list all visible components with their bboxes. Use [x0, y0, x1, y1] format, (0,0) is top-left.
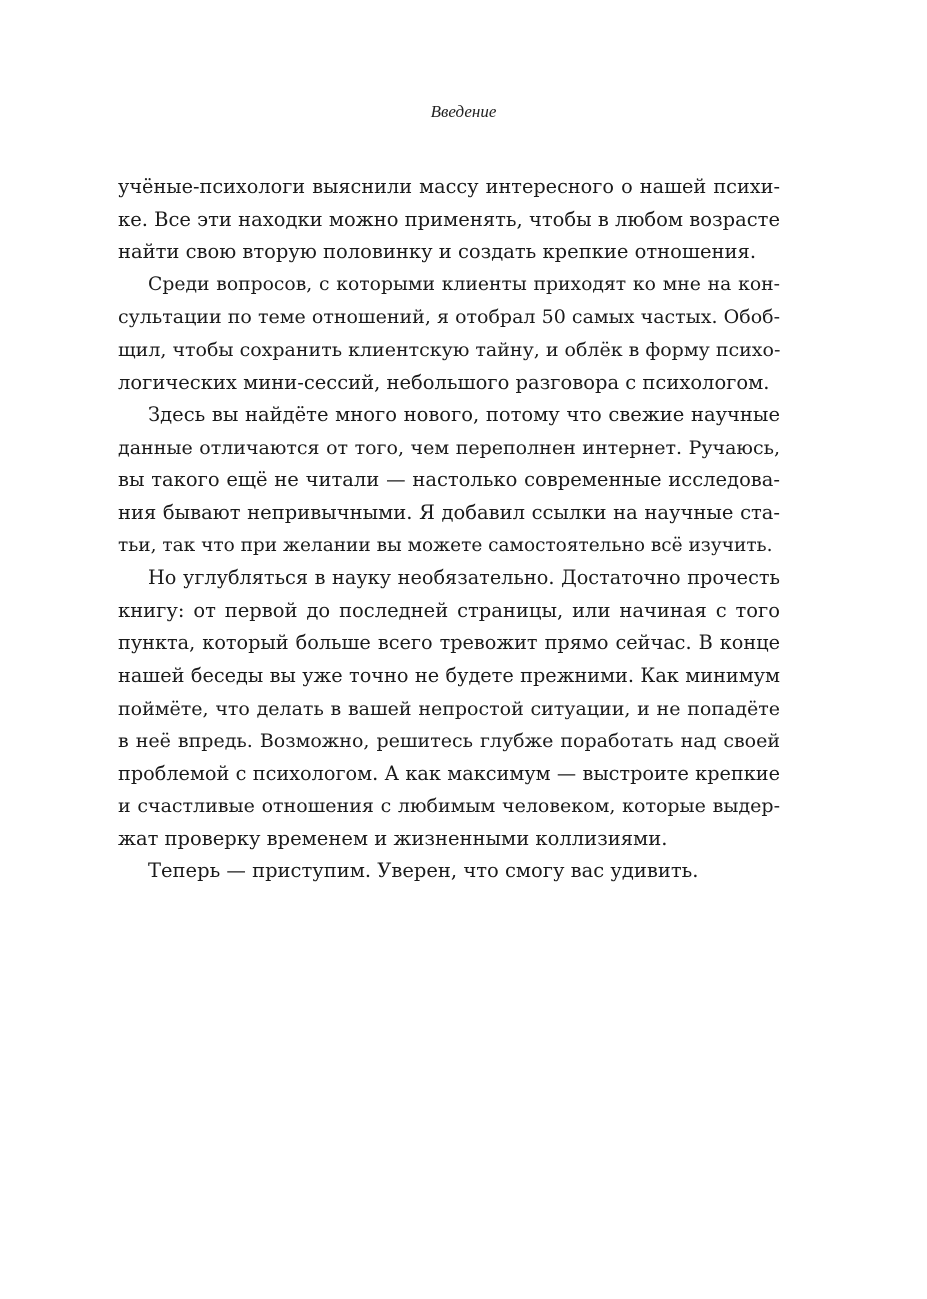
- text-line: жат проверку временем и жизненными коллизиями.: [118, 826, 668, 850]
- text-line: тьи, так что при желании вы можете самостоятельно всё изучить.: [118, 534, 773, 556]
- text-line: проблемой с психологом. А как максимум — выстроите крепкие: [118, 761, 780, 785]
- text-line: логических мини-сессий, небольшого разговора с психологом.: [118, 370, 770, 394]
- text-line: Но углубляться в науку необязательно. Достаточно прочесть: [148, 566, 780, 590]
- text-line: щил, чтобы сохранить клиентскую тайну, и облёк в форму психо-: [118, 338, 781, 361]
- text-line: ке. Все эти находки можно применять, чтобы в любом возрасте: [118, 207, 780, 231]
- text-line: Теперь — приступим. Уверен, что смогу вас удивить.: [148, 859, 699, 883]
- text-line: Среди вопросов, с которыми клиенты приходят ко мне на кон-: [148, 273, 780, 295]
- text-line: учёные-психологи выяснили массу интересного о нашей психи-: [118, 175, 780, 198]
- text-line: найти свою вторую половинку и создать крепкие отношения.: [118, 240, 757, 264]
- text-line: нашей беседы вы уже точно не будете прежними. Как минимум: [118, 663, 780, 687]
- text-line: в неё впредь. Возможно, решитесь глубже поработать над своей: [118, 730, 780, 753]
- running-title: Введение: [430, 102, 497, 121]
- text-line: сультации по теме отношений, я отобрал 50 самых частых. Обоб-: [118, 306, 780, 329]
- text-line: ния бывают непривычными. Я добавил ссылки на научные ста-: [118, 500, 780, 524]
- text-line: данные отличаются от того, чем переполнен интернет. Ручаюсь,: [118, 436, 780, 459]
- text-line: пункта, который больше всего тревожит прямо сейчас. В конце: [118, 631, 780, 655]
- text-line: книгу: от первой до последней страницы, или начиная с того: [118, 598, 780, 622]
- text-line: и счастливые отношения с любимым человеком, которые выдер-: [118, 795, 780, 818]
- text-line: Здесь вы найдёте много нового, потому что свежие научные: [148, 403, 780, 427]
- text-line: вы такого ещё не читали — настолько современные исследова-: [118, 468, 780, 492]
- text-line: поймёте, что делать в вашей непростой ситуации, и не попадёте: [118, 697, 780, 720]
- body-text: [118, 171, 780, 888]
